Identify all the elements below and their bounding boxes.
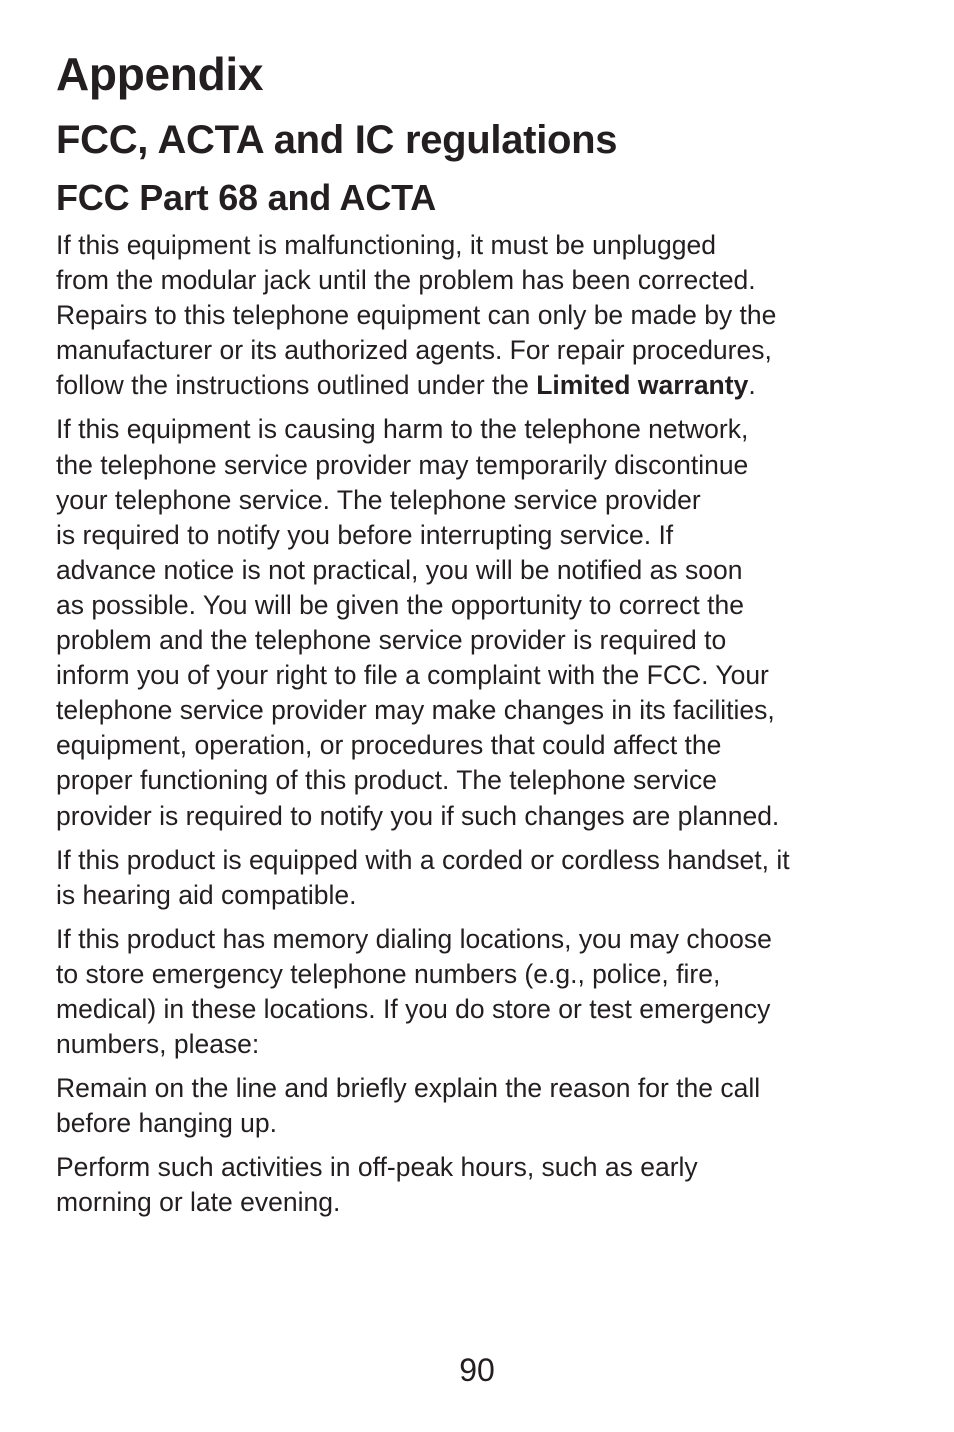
text-line: to store emergency telephone numbers (e.g., police, fire, [56,958,721,989]
text-line: If this equipment is malfunctioning, it must be unplugged [56,230,716,260]
page-heading: Appendix [56,48,264,100]
text-line: provider is required to notify you if such changes are planned. [56,800,780,831]
text-line: from the modular jack until the problem has been corrected. [56,265,756,296]
text-line: numbers, please: [56,1029,260,1060]
paragraph-malfunction [56,228,906,403]
section-title: FCC, ACTA and IC regulations [56,118,618,162]
text-line: proper functioning of this product. The telephone service [56,765,717,796]
subsection-title: FCC Part 68 and ACTA [56,177,437,218]
text-line: Remain on the line and briefly explain the reason for the call [56,1073,761,1104]
page-number: 90 [459,1352,495,1388]
text-line: before hanging up. [56,1108,278,1139]
text-line: medical) in these locations. If you do store or test emergency [56,993,771,1024]
text-fragment: . [748,370,756,401]
text-line: problem and the telephone service provider is required to [56,625,727,656]
text-line: manufacturer or its authorized agents. For repair procedures, [56,335,772,366]
text-line: Perform such activities in off-peak hours, such as early [56,1152,698,1183]
paragraph-network-harm [56,412,906,833]
text-line: the telephone service provider may temporarily discontinue [56,449,749,480]
text-line: advance notice is not practical, you will be notified as soon [56,554,743,585]
text-line: Repairs to this telephone equipment can only be made by the [56,300,777,331]
text-line: equipment, operation, or procedures that could affect the [56,730,722,761]
text-line: If this equipment is causing harm to the telephone network, [56,414,749,445]
text-line: as possible. You will be given the opportunity to correct the [56,589,744,620]
limited-warranty-reference: Limited warranty [536,370,749,401]
text-line: If this product has memory dialing locations, you may choose [56,923,772,954]
text-line: is hearing aid compatible. [56,879,357,910]
paragraph-hearing-aid [56,843,906,913]
text-line [56,368,906,403]
text-line: morning or late evening. [56,1187,341,1218]
paragraph-remain-on-line [56,1071,906,1141]
text-fragment: follow the instructions outlined under the [56,370,537,401]
text-line: If this product is equipped with a corded or cordless handset, it [56,844,790,875]
text-line: telephone service provider may make changes in its facilities, [56,695,775,726]
text-line: inform you of your right to file a complaint with the FCC. Your [56,660,769,691]
paragraph-memory-dialing [56,922,906,1062]
text-line: is required to notify you before interrupting service. If [56,519,674,550]
text-line: your telephone service. The telephone service provider [56,484,701,515]
body-text [56,228,906,1230]
paragraph-off-peak [56,1150,906,1220]
